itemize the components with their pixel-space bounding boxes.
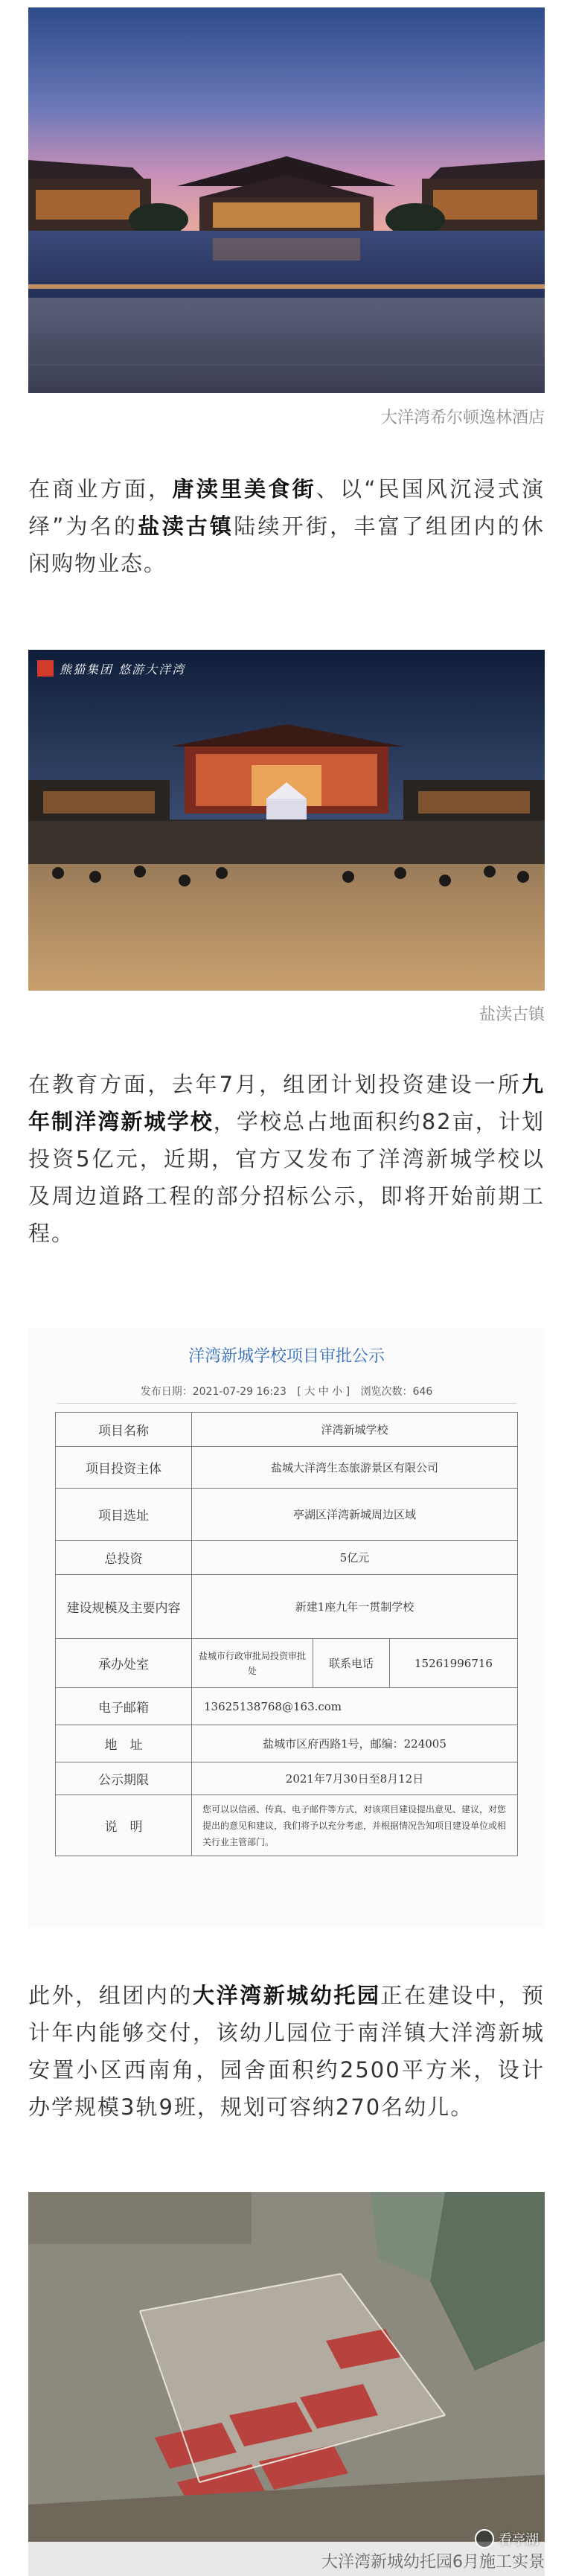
table-row [56,1725,518,1762]
paragraph-education [28,1066,545,1252]
row-label: 地 址 [56,1725,192,1762]
row-value: 13625138768@163.com [192,1688,518,1725]
phone-value: 15261996716 [390,1639,518,1688]
table-row [56,1489,518,1541]
text-run: 在教育方面，去年7月，组团计划投资建设一所 [28,1072,522,1097]
notice-views: 浏览次数：646 [360,1386,433,1398]
table-row [56,1639,518,1688]
row-label: 项目选址 [56,1489,192,1541]
row-label: 项目名称 [56,1413,192,1447]
text-run: 、以“民国风沉浸式演绎”为名的 [28,476,545,539]
row-value: 盐城市行政审批局投资审批处 [192,1639,313,1688]
table-row [56,1762,518,1795]
text-run: 陆续开街，丰富了组团内的休闲购物业态。 [28,514,545,576]
notice-meta [28,1384,545,1399]
paragraph-kindergarten [28,1977,545,2126]
hotel-photo [28,7,545,393]
paragraph-commerce [28,470,545,582]
row-value: 洋湾新城学校 [192,1413,518,1447]
notice-divider [57,1403,516,1404]
notice-published: 发布日期：2021-07-29 16:23 [140,1386,286,1398]
highlight-food-street: 唐渎里美食街 [172,476,316,502]
font-size-control[interactable]: [ 大 中 小 ] [297,1386,350,1398]
table-row [56,1447,518,1489]
source-watermark [475,2528,539,2550]
construction-photo [28,2192,545,2576]
notice-title: 洋湾新城学校项目审批公示 [188,1347,385,1366]
construction-photo-caption: 大洋湾新城幼托园6月施工实景 [321,2553,545,2572]
row-label: 总投资 [56,1541,192,1575]
row-value: 盐城大洋湾生态旅游景区有限公司 [192,1447,518,1489]
table-row [56,1795,518,1856]
old-town-photo [28,650,545,991]
highlight-old-town: 盐渎古镇 [138,514,234,539]
row-label: 建设规模及主要内容 [56,1575,192,1639]
row-value: 2021年7月30日至8月12日 [192,1762,518,1795]
approval-table [55,1412,518,1856]
old-town-photo-logo: 熊猫集团 悠游大洋湾 [60,662,186,677]
old-town-photo-caption: 盐渎古镇 [478,1006,545,1024]
row-value: 盐城市区府西路1号，邮编：224005 [192,1725,518,1762]
highlight-school: 九年制洋湾新城学校 [28,1072,545,1134]
construction-photo-illustration [28,2192,545,2576]
watermark-logo-icon [475,2529,494,2548]
text-run: ，学校总占地面积约82亩，计划投资5亿元，近期，官方又发布了洋湾新城学校以及周边道路工程的部分招标公示，即将开始前期工程。 [28,1109,545,1246]
highlight-kindergarten: 大洋湾新城幼托园 [193,1983,381,2008]
row-label: 项目投资主体 [56,1447,192,1489]
text-run: 此外，组团内的 [28,1983,193,2008]
row-label: 电子邮箱 [56,1688,192,1725]
row-label: 说 明 [56,1795,192,1856]
row-label: 公示期限 [56,1762,192,1795]
row-value: 新建1座九年一贯制学校 [192,1575,518,1639]
old-town-photo-illustration [28,650,545,991]
phone-label: 联系电话 [313,1639,390,1688]
approval-notice [28,1329,545,1928]
row-value: 您可以以信函、传真、电子邮件等方式，对该项目建设提出意见、建议，对您提出的意见和建议，我们将予以充分考虑，并根据情况告知项目建设单位或相关行业主管部门。 [192,1795,518,1856]
table-row [56,1413,518,1447]
watermark-text: 看亭湖 [499,2532,539,2548]
row-label: 承办处室 [56,1639,192,1688]
table-row [56,1575,518,1639]
row-value: 亭湖区洋湾新城周边区域 [192,1489,518,1541]
hotel-photo-illustration [28,7,545,393]
table-row [56,1688,518,1725]
text-run: 在商业方面， [28,476,173,502]
row-value: 5亿元 [192,1541,518,1575]
hotel-photo-caption: 大洋湾希尔顿逸林酒店 [380,409,545,427]
table-row [56,1541,518,1575]
text-run: 正在建设中，预计年内能够交付，该幼儿园位于南洋镇大洋湾新城安置小区西南角，园舍面积约2500平方米，设计办学规模3轨9班，规划可容纳270名幼儿。 [28,1983,545,2120]
